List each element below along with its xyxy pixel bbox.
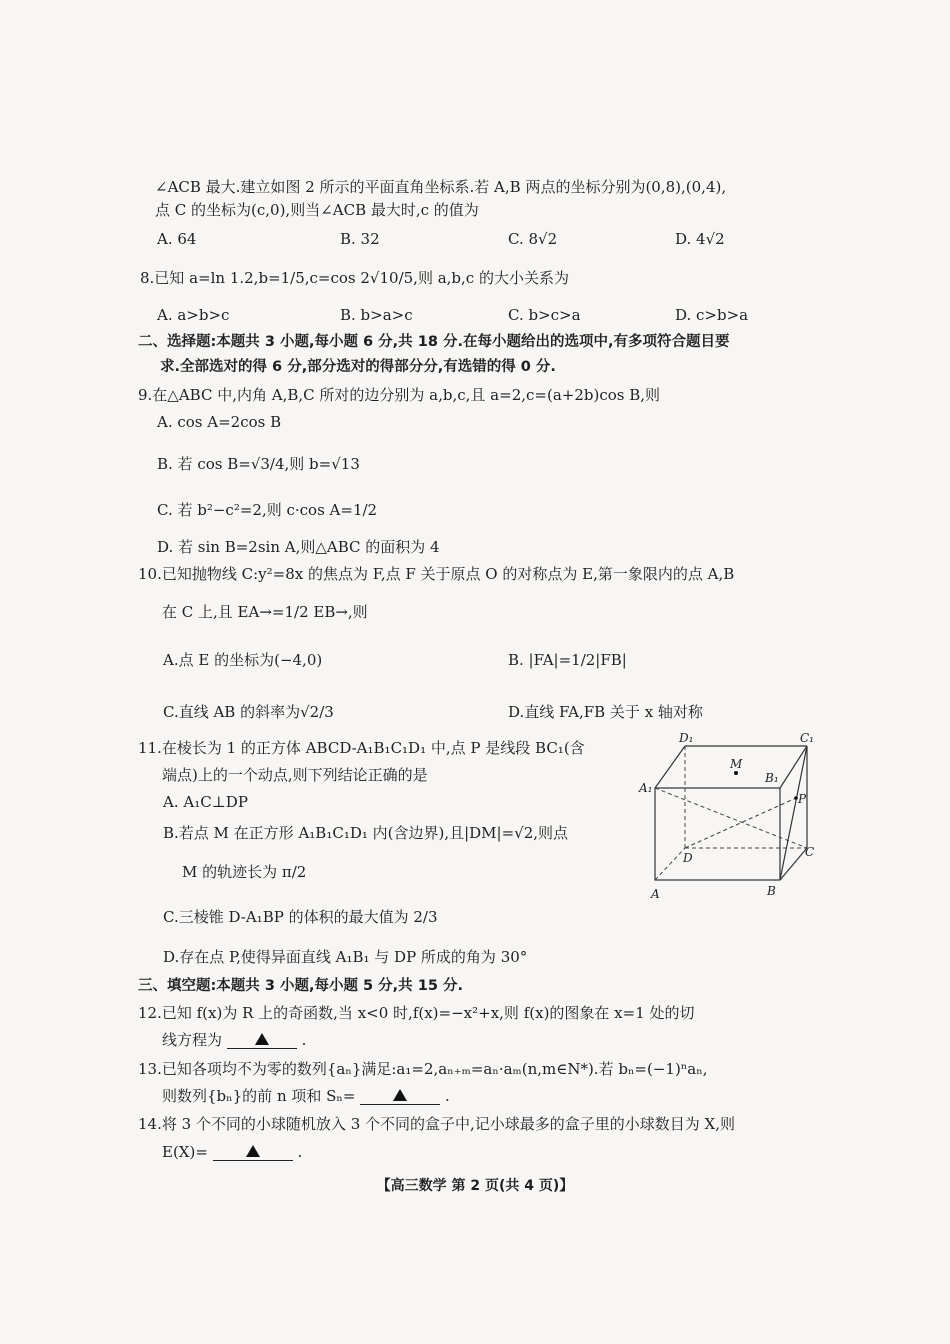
- q8-option-b: B. b>a>c: [340, 306, 413, 324]
- label-c1: C₁: [800, 731, 814, 745]
- q10-option-b: B. |FA|=1/2|FB|: [508, 651, 627, 669]
- q13-line2: [162, 1086, 450, 1106]
- q7-line2: 点 C 的坐标为(c,0),则当∠ACB 最大时,c 的值为: [155, 201, 479, 219]
- q11-option-a: A. A₁C⊥DP: [163, 793, 248, 811]
- section2-heading-line2: 求.全部选对的得 6 分,部分选对的得部分分,有选错的得 0 分.: [160, 359, 556, 375]
- label-b: B: [767, 884, 776, 898]
- label-m: M: [730, 757, 743, 771]
- q10-line1: 10.已知抛物线 C:y²=8x 的焦点为 F,点 F 关于原点 O 的对称点为 E,第一象限内的点 A,B: [138, 565, 735, 583]
- q10-option-a: A.点 E 的坐标为(−4,0): [163, 651, 323, 669]
- page-footer: 【高三数学 第 2 页(共 4 页)】: [376, 1178, 574, 1194]
- cube-front-face: [655, 788, 780, 880]
- q14-end: .: [297, 1143, 303, 1161]
- q10-option-c: C.直线 AB 的斜率为√2/3: [163, 703, 334, 721]
- q12-end: .: [301, 1031, 307, 1049]
- cube-figure: [635, 730, 835, 910]
- q11-option-c: C.三棱锥 D-A₁BP 的体积的最大值为 2/3: [163, 908, 438, 926]
- q7-option-d: D. 4√2: [675, 230, 725, 248]
- label-d: D: [683, 851, 693, 865]
- answer-triangle-icon: [246, 1145, 260, 1157]
- q9-stem: 9.在△ABC 中,内角 A,B,C 所对的边分别为 a,b,c,且 a=2,c=(a+2b)cos B,则: [138, 386, 661, 404]
- q7-option-c: C. 8√2: [508, 230, 558, 248]
- label-b1: B₁: [765, 771, 779, 785]
- q8-option-c: C. b>c>a: [508, 306, 581, 324]
- q7-option-a: A. 64: [157, 230, 197, 248]
- q7-option-b: B. 32: [340, 230, 380, 248]
- q13-answer-blank[interactable]: [360, 1088, 440, 1105]
- answer-triangle-icon: [255, 1033, 269, 1045]
- label-a: A: [651, 887, 660, 901]
- q9-option-b: B. 若 cos B=√3/4,则 b=√13: [157, 455, 360, 473]
- q7-line1: ∠ACB 最大.建立如图 2 所示的平面直角坐标系.若 A,B 两点的坐标分别为(0,8),(0,4),: [155, 178, 727, 196]
- q10-option-d: D.直线 FA,FB 关于 x 轴对称: [508, 703, 703, 721]
- q14-answer-blank[interactable]: [213, 1144, 293, 1161]
- q12-line1: 12.已知 f(x)为 R 上的奇函数,当 x<0 时,f(x)=−x²+x,则 f(x)的图象在 x=1 处的切: [138, 1004, 695, 1022]
- q13-end: .: [445, 1087, 450, 1105]
- q13-line2-text: 则数列{bₙ}的前 n 项和 Sₙ=: [162, 1087, 356, 1105]
- point-m: [734, 771, 738, 775]
- q11-line2: 端点)上的一个动点,则下列结论正确的是: [162, 766, 428, 784]
- q10-line2: 在 C 上,且 EA→=1/2 EB→,则: [162, 603, 368, 621]
- q11-line1: 11.在棱长为 1 的正方体 ABCD-A₁B₁C₁D₁ 中,点 P 是线段 BC₁(含: [138, 739, 585, 757]
- q9-option-c: C. 若 b²−c²=2,则 c·cos A=1/2: [157, 501, 378, 519]
- q14-line1: 14.将 3 个不同的小球随机放入 3 个不同的盒子中,记小球最多的盒子里的小球数目为 X,则: [138, 1115, 736, 1133]
- label-c: C: [805, 845, 815, 859]
- q8-stem: 8.已知 a=ln 1.2,b=1/5,c=cos 2√10/5,则 a,b,c 的大小关系为: [140, 269, 569, 287]
- q14-line2-text: E(X)=: [162, 1143, 208, 1161]
- q8-option-d: D. c>b>a: [675, 306, 749, 324]
- q11-option-b: B.若点 M 在正方形 A₁B₁C₁D₁ 内(含边界),且|DM|=√2,则点: [163, 824, 569, 842]
- answer-triangle-icon: [393, 1089, 407, 1101]
- label-d1: D₁: [679, 731, 694, 745]
- label-p: P: [798, 792, 807, 806]
- q13-line1: 13.已知各项均不为零的数列{aₙ}满足:a₁=2,aₙ₊ₘ=aₙ·aₘ(n,m∈N*).若 bₙ=(−1)ⁿaₙ,: [138, 1060, 708, 1078]
- label-a1: A₁: [639, 781, 653, 795]
- q11-option-d: D.存在点 P,使得异面直线 A₁B₁ 与 DP 所成的角为 30°: [163, 948, 528, 966]
- q9-option-d: D. 若 sin B=2sin A,则△ABC 的面积为 4: [157, 538, 440, 556]
- q8-option-a: A. a>b>c: [157, 306, 230, 324]
- q14-line2: [162, 1142, 302, 1162]
- section3-heading: 三、填空题:本题共 3 小题,每小题 5 分,共 15 分.: [138, 978, 463, 994]
- q12-line2-text: 线方程为: [162, 1031, 223, 1049]
- q11-option-b-cont: M 的轨迹长为 π/2: [182, 863, 307, 881]
- section2-heading-line1: 二、选择题:本题共 3 小题,每小题 6 分,共 18 分.在每小题给出的选项中,有多项符合题目要: [138, 334, 730, 350]
- q12-answer-blank[interactable]: [227, 1032, 297, 1049]
- q12-line2: [162, 1030, 306, 1050]
- q9-option-a: A. cos A=2cos B: [157, 413, 282, 431]
